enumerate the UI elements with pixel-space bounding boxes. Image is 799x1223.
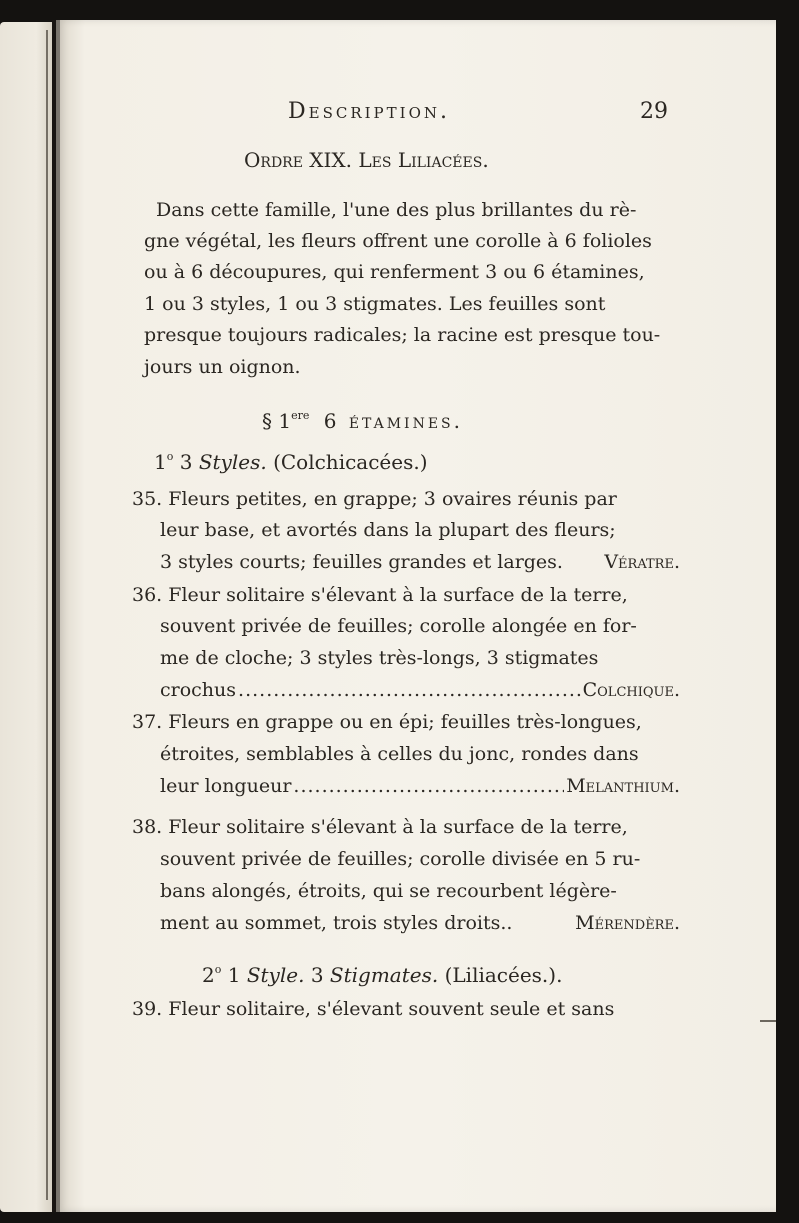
entry-number: 37. — [132, 711, 163, 733]
entry-37-line-2: étroites, semblables à celles du jonc, rondes dans — [160, 743, 639, 765]
intro-line-1 — [156, 198, 671, 222]
intro-line-5: presque toujours radicales; la racine est presque tou- — [144, 324, 661, 346]
entry-38-line-2: souvent privée de feuilles; corolle divisée en 5 ru- — [160, 848, 641, 870]
entry-35-line-3 — [160, 550, 680, 574]
entry-38-line-3: bans alongés, étroits, qui se recourbent légère- — [160, 880, 617, 902]
section-mark: § 1 — [262, 409, 292, 433]
page-edge-mark — [760, 1020, 776, 1022]
entry-38-line-4 — [160, 911, 680, 935]
running-header — [288, 98, 668, 126]
entry-number: 39. — [132, 998, 163, 1020]
sub1-number: 1 — [154, 450, 167, 474]
genus-name: Mérendère. — [575, 912, 680, 934]
entry-39-line-1 — [132, 997, 614, 1021]
section-sup: ere — [291, 409, 310, 422]
sub2-number: 2 — [202, 963, 215, 987]
gutter-shadow — [52, 20, 60, 1212]
genus-name: Vératre. — [604, 551, 680, 573]
entry-text: Fleur solitaire s'élevant à la surface de la terre, — [168, 816, 628, 838]
entry-text: crochus — [160, 679, 237, 701]
sub1-count: 3 — [179, 450, 193, 474]
intro-line-3: ou à 6 découpures, qui renferment 3 ou 6 étamines, — [144, 261, 645, 283]
entry-36-line-4 — [160, 678, 680, 702]
intro-line-6: jours un oignon. — [144, 356, 301, 378]
entry-37-line-3 — [160, 774, 680, 798]
sub2-label-1: Style. — [246, 963, 305, 987]
entry-text: Fleurs en grappe ou en épi; feuilles très-longues, — [168, 711, 642, 733]
entry-38-line-1 — [132, 815, 628, 839]
entry-number: 36. — [132, 584, 163, 606]
entry-37-line-1 — [132, 710, 642, 734]
genus-name: Colchique. — [582, 679, 680, 701]
book-page — [56, 20, 776, 1212]
section-heading — [262, 404, 463, 433]
entry-35-line-1 — [132, 487, 680, 511]
sub1-sup: o — [166, 450, 174, 463]
entry-number: 38. — [132, 816, 163, 838]
sub1-family: (Colchicacées.) — [273, 450, 428, 474]
gutter-line — [46, 30, 48, 1200]
dot-leader — [293, 774, 564, 798]
sub1-label: Styles. — [198, 450, 267, 474]
sub2-family: (Liliacées.). — [444, 963, 563, 987]
entry-text: leur longueur — [160, 775, 292, 797]
entry-text: Fleur solitaire s'élevant à la surface de la terre, — [168, 584, 628, 606]
intro-text: Dans cette famille, l'une des plus brillantes du rè- — [156, 199, 637, 221]
genus-name: Melanthium. — [566, 775, 680, 797]
intro-line-2: gne végétal, les fleurs offrent une corolle à 6 folioles — [144, 230, 652, 252]
sub2-label-2: Stigmates. — [329, 963, 439, 987]
subsection-1-heading — [154, 445, 428, 474]
entry-text: 3 styles courts; feuilles grandes et larges. — [160, 551, 563, 573]
subsection-2-heading — [202, 958, 562, 987]
running-title: Description. — [288, 99, 450, 124]
entry-number: 35. — [132, 488, 163, 510]
facing-page-edge — [0, 22, 52, 1212]
intro-line-4: 1 ou 3 styles, 1 ou 3 stigmates. Les feuilles sont — [144, 293, 606, 315]
entry-text: ment au sommet, trois styles droits.. — [160, 912, 513, 934]
entry-text: Fleurs petites, en grappe; 3 ovaires réunis par — [168, 488, 617, 510]
section-title: 6 étamines. — [323, 409, 464, 433]
entry-36-line-2: souvent privée de feuilles; corolle alongée en for- — [160, 615, 637, 637]
sub2-count-2: 3 — [310, 963, 324, 987]
page-number: 29 — [640, 99, 668, 124]
entry-36-line-3: me de cloche; 3 styles très-longs, 3 stigmates — [160, 647, 599, 669]
dot-leader — [238, 678, 581, 702]
sub2-count: 1 — [227, 963, 241, 987]
sub2-sup: o — [214, 963, 222, 976]
entry-36-line-1 — [132, 583, 628, 607]
order-heading: Ordre XIX. Les Liliacées. — [244, 148, 489, 172]
entry-35-line-2: leur base, et avortés dans la plupart des fleurs; — [160, 519, 616, 541]
entry-text: Fleur solitaire, s'élevant souvent seule et sans — [168, 998, 615, 1020]
